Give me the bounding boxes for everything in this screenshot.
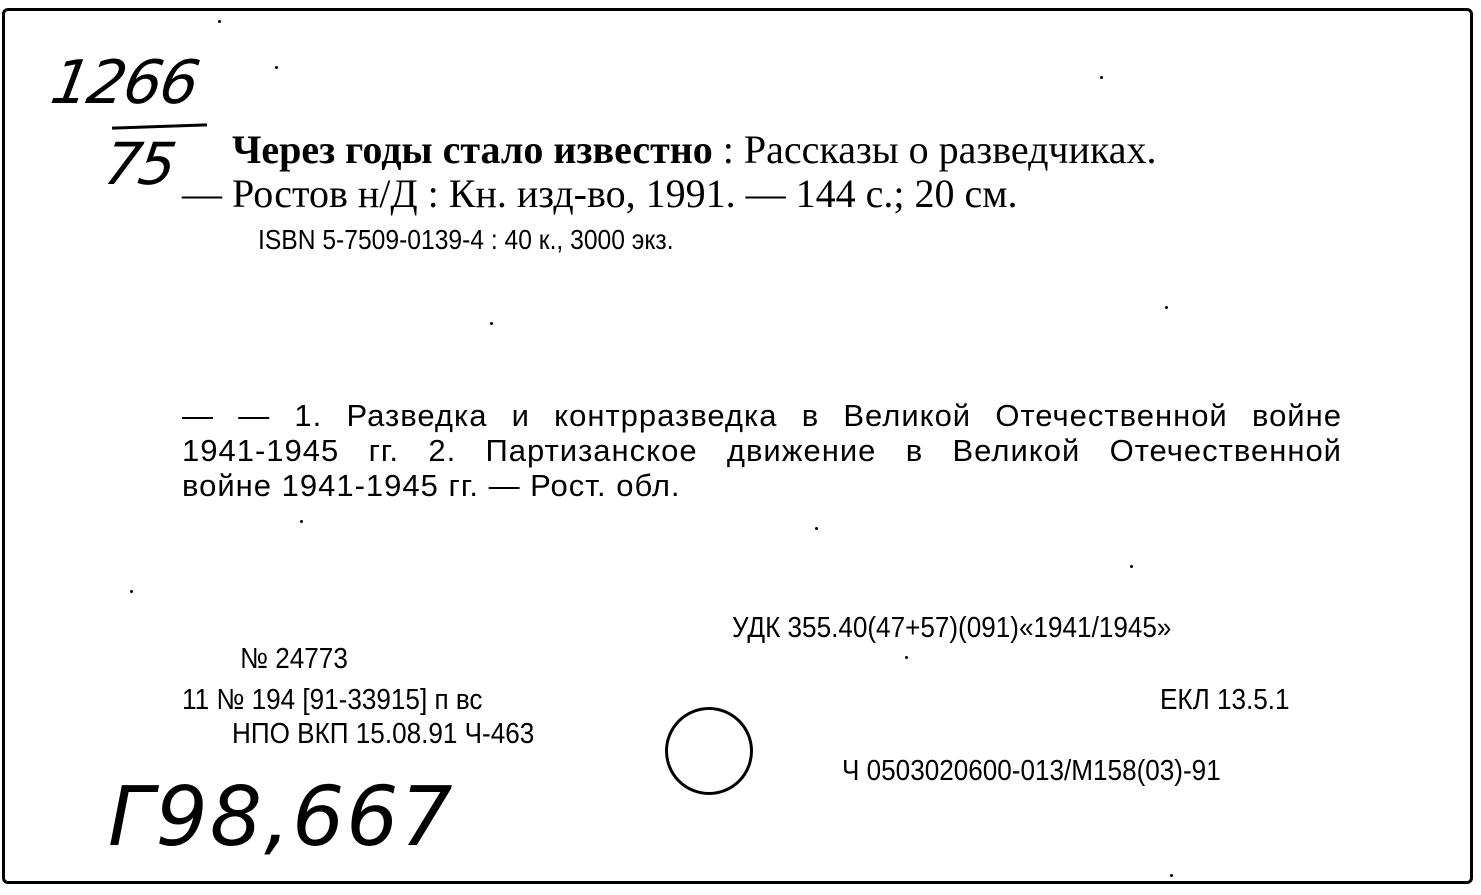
speck (130, 590, 133, 593)
speck (1130, 565, 1133, 568)
speck (905, 656, 908, 659)
isbn-line: ISBN 5-7509-0139-4 : 40 к., 3000 экз. (258, 224, 674, 255)
subject-line: — — 1. Разведка и контрразведка в Великой Отечественной войне (182, 398, 1342, 433)
publication-info: — Ростов н/Д : Кн. изд-во, 1991. — 144 с.; 20 см. (182, 171, 1018, 216)
title-main: Через годы стало известно (232, 127, 713, 172)
speck (1170, 874, 1173, 877)
subject-headings (182, 398, 1342, 503)
udk-code: УДК 355.40(47+57)(091)«1941/1945» (732, 612, 1172, 644)
ekl-code: ЕКЛ 13.5.1 (1160, 684, 1290, 716)
speck (815, 527, 818, 530)
catalog-number: № 24773 (240, 643, 348, 675)
punch-hole (665, 707, 753, 795)
npo-line: НПО ВКП 15.08.91 Ч-463 (232, 718, 535, 750)
inventory-number-handwritten: Г98,667 (108, 770, 455, 865)
speck (490, 322, 493, 325)
speck (275, 66, 278, 69)
speck (1100, 76, 1103, 79)
subject-line: войне 1941-1945 гг. — Рост. обл. (182, 468, 681, 503)
classification-code: Ч 0503020600-013/М158(03)-91 (842, 755, 1221, 787)
shelf-mark-top: 1266 (45, 48, 203, 118)
shelf-mark-bottom: 75 (100, 130, 178, 198)
speck (1165, 306, 1168, 309)
speck (300, 520, 303, 523)
title-subtitle: : Рассказы о разведчиках. (712, 127, 1157, 172)
speck (218, 20, 221, 23)
order-line: 11 № 194 [91-33915] п вс (182, 684, 483, 716)
book-title (232, 126, 1157, 173)
subject-line: 1941-1945 гг. 2. Партизанское движение в Великой Отечественной (182, 433, 1342, 468)
